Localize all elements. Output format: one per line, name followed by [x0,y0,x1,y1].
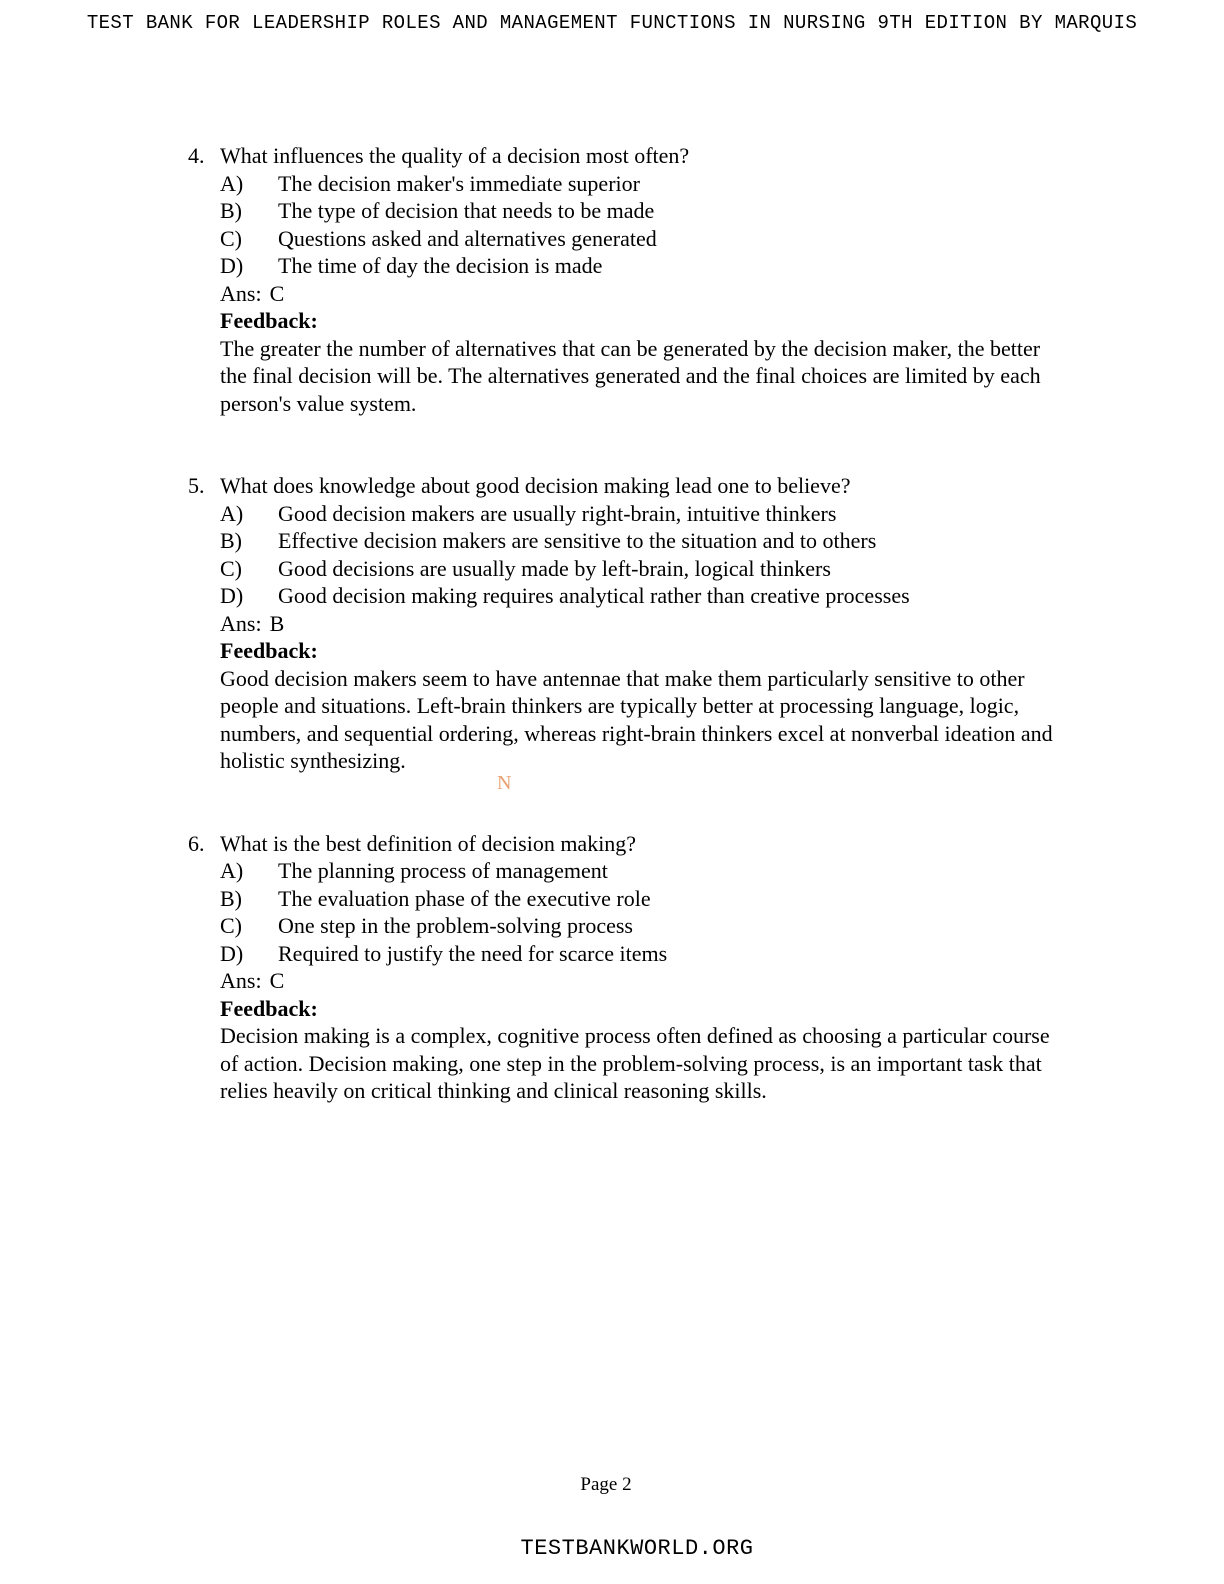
option-letter: B) [220,885,242,911]
answer-key [220,280,1068,308]
question-number: 6. [188,830,205,856]
option-text: Effective decision makers are sensitive to the situation and to others [278,528,877,553]
feedback-label: Feedback: [220,308,318,333]
option-a [220,500,1068,528]
question-text: What is the best definition of decision making? [220,830,637,856]
question-list [188,142,1068,1105]
option-text: Good decisions are usually made by left-brain, logical thinkers [278,555,831,581]
option-text: Required to justify the need for scarce items [278,940,668,966]
option-c [220,555,1068,583]
feedback-text: The greater the number of alternatives that can be generated by the decision maker, the better the final decision will be. The alternatives generated and the final choices are limited by each person's value system. [220,335,1041,416]
option-d [220,940,1068,968]
option-a [220,857,1068,885]
option-text: Good decision making requires analytical rather than creative processes [278,583,910,608]
answer-key [220,610,1068,638]
option-letter: B) [220,198,242,223]
option-text: The planning process of management [278,858,608,883]
option-letter: A) [220,500,244,526]
option-d [220,252,1068,280]
option-a [220,170,1068,198]
option-letter: D) [220,583,244,608]
question-5 [188,472,1068,775]
option-text: The evaluation phase of the executive role [278,885,651,911]
question-stem [188,830,1068,858]
option-text: The time of day the decision is made [278,253,603,278]
option-c [220,912,1068,940]
feedback-text: Decision making is a complex, cognitive process often defined as choosing a particular course of action. Decision making, one step in the problem-solving process, is an important task that relies heavily on critical thinking and clinical reasoning skills. [220,1023,1050,1103]
option-letter: D) [220,940,244,966]
option-b [220,885,1068,913]
question-stem [188,142,1068,170]
feedback-label: Feedback: [220,995,318,1021]
option-letter: B) [220,528,242,553]
answer-label: Ans: [220,280,262,306]
answer-options [220,857,1068,967]
option-text: One step in the problem-solving process [278,913,633,938]
option-text: Good decision makers are usually right-brain, intuitive thinkers [278,500,837,526]
answer-value: B [269,610,285,636]
option-letter: C) [220,225,242,251]
option-b [220,197,1068,225]
feedback-label: Feedback: [220,638,318,663]
answer-key [220,967,1068,995]
question-stem [188,472,1068,500]
option-d [220,582,1068,610]
option-letter: A) [220,170,244,196]
answer-options [220,170,1068,280]
answer-label: Ans: [220,968,262,993]
option-letter: C) [220,913,242,938]
question-number: 4. [188,143,205,168]
answer-value: C [269,968,285,993]
question-text: What influences the quality of a decision most often? [220,143,690,168]
question-4 [188,142,1068,417]
answer-options [220,500,1068,610]
document-header: TEST BANK FOR LEADERSHIP ROLES AND MANAGEMENT FUNCTIONS IN NURSING 9TH EDITION BY MARQUIS [86,12,1138,34]
option-letter: A) [220,858,244,883]
option-text: The decision maker's immediate superior [278,170,640,196]
option-b [220,527,1068,555]
option-letter: D) [220,253,244,278]
answer-label: Ans: [220,610,262,636]
option-letter: C) [220,555,242,581]
feedback-text: Good decision makers seem to have antennae that make them particularly sensitive to other people and situations. Left-brain thinkers are typically better at processing language, logic, numbers, and sequential ordering, whereas right-brain thinkers excel at nonverbal ideation and holistic synthesizing. [220,665,1053,773]
question-6 [188,830,1068,1105]
option-c [220,225,1068,253]
footer-link: TESTBANKWORLD.ORG [520,1536,754,1561]
question-number: 5. [188,473,205,498]
page-number: Page 2 [580,1474,632,1495]
option-text: Questions asked and alternatives generated [278,225,657,251]
answer-value: C [269,280,285,306]
watermark-glyph: N [497,772,512,794]
question-text: What does knowledge about good decision making lead one to believe? [220,473,851,498]
option-text: The type of decision that needs to be made [278,198,655,223]
